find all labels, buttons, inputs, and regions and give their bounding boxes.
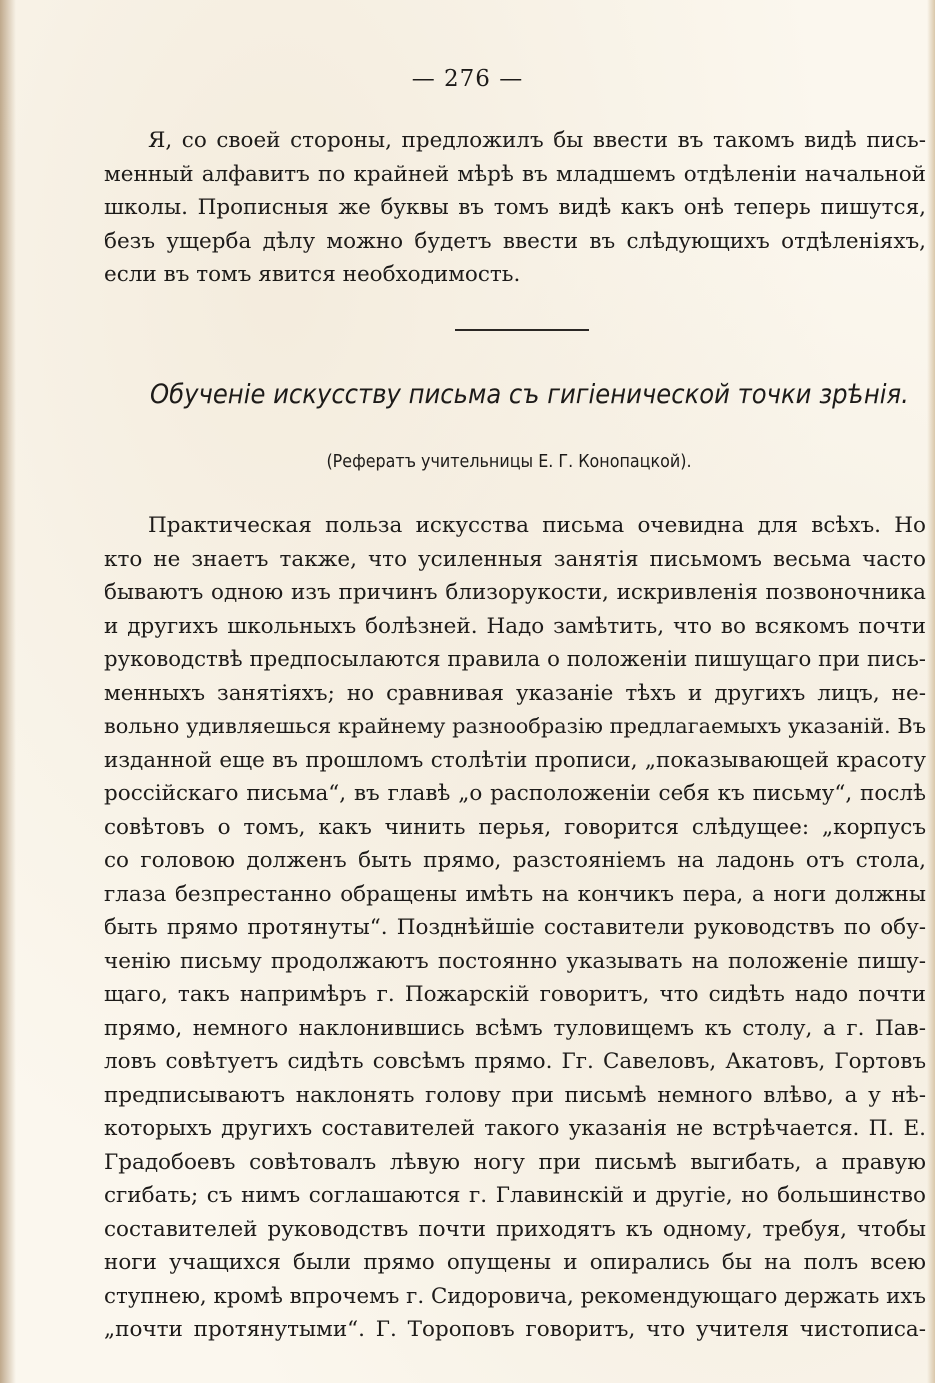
text-line: россійскаго письма“, въ главѣ „о расположеніи себя къ письму“, послѣ [104, 781, 926, 806]
text-line: Практическая польза искусства письма очевидна для всѣхъ. Но [148, 513, 926, 538]
text-line: вольно удивляешься крайнему разнообразію предлагаемыхъ указаній. Въ [104, 714, 926, 738]
text-line: ловъ совѣтуетъ сидѣть совсѣмъ прямо. Гг. Савеловъ, Акатовъ, Гортовъ [104, 1049, 926, 1074]
text-line: Градобоевъ совѣтовалъ лѣвую ногу при письмѣ выгибать, а правую [104, 1149, 926, 1175]
text-line: ченію письму продолжаютъ постоянно указывать на положеніе пишу- [104, 948, 926, 974]
text-line: менныхъ занятіяхъ; но сравнивая указаніе тѣхъ и другихъ лицъ, не- [104, 680, 926, 706]
text-line: прямо, немного наклонившись всѣмъ туловищемъ къ столу, а г. Пав- [104, 1015, 926, 1041]
text-line: менный алфавитъ по крайней мѣрѣ въ младшемъ отдѣленіи начальной [104, 161, 926, 187]
text-line: щаго, такъ напримѣръ г. Пожарскій говоритъ, что сидѣть надо почти [104, 982, 926, 1007]
text-line: „почти протянутыми“. Г. Тороповъ говоритъ, что учителя чистописа- [104, 1317, 926, 1342]
text-line: изданной еще въ прошломъ столѣтіи прописи, „показывающей красоту [104, 747, 926, 773]
text-line: бываютъ одною изъ причинъ близорукости, искривленія позвоночника [104, 580, 926, 605]
text-line: ноги учащихся были прямо опущены и опирались бы на полъ всею [104, 1250, 926, 1275]
text-line: которыхъ другихъ составителей такого указанія не встрѣчается. П. Е. [104, 1116, 926, 1141]
section-subtitle: (Рефератъ учительницы Е. Г. Конопацкой). [326, 452, 692, 472]
text-line: составителей руководствъ почти приходятъ къ одному, требуя, чтобы [104, 1216, 926, 1242]
text-line: если въ томъ явится необходимость. [104, 262, 521, 287]
text-line: сгибать; съ нимъ соглашаются г. Главинскій и другіе, но большинство [104, 1183, 926, 1208]
body-paragraph [104, 509, 926, 1347]
text-line: ступнею, кромѣ впрочемъ г. Сидоровича, рекомендующаго держать ихъ [104, 1283, 926, 1309]
text-line: глаза безпрестанно обращены имѣть на кончикъ пера, а ноги должны [104, 881, 926, 907]
text-line: руководствѣ предпосылаются правила о положеніи пишущаго при пись- [104, 647, 926, 672]
section-divider [455, 329, 589, 331]
text-line: со головою долженъ быть прямо, разстояніемъ на ладонь отъ стола, [104, 848, 926, 873]
text-line: и другихъ школьныхъ болѣзней. Надо замѣтить, что во всякомъ почти [104, 613, 926, 639]
page-right-edge-shadow [927, 0, 935, 1383]
text-line: Я, со своей стороны, предложилъ бы ввести въ такомъ видѣ пись- [148, 128, 926, 153]
section-title: Обученіе искусству письма съ гигіенической точки зрѣнія. [150, 379, 909, 410]
text-line: совѣтовъ о томъ, какъ чинить перья, говорится слѣдущее: „корпусъ [104, 814, 926, 840]
page-left-edge-shadow [0, 0, 16, 1383]
text-line: предписываютъ наклонять голову при письмѣ немного влѣво, а у нѣ- [104, 1082, 926, 1108]
text-line: школы. Прописныя же буквы въ томъ видѣ какъ онѣ теперь пишутся, [104, 195, 926, 220]
text-line: быть прямо протянуты“. Позднѣйшіе составители руководствъ по обу- [104, 915, 926, 940]
text-line: кто не знаетъ также, что усиленныя занятія письмомъ весьма часто [104, 546, 926, 572]
text-line: безъ ущерба дѣлу можно будетъ ввести въ слѣдующихъ отдѣленіяхъ, [104, 228, 926, 254]
intro-paragraph [104, 124, 926, 292]
page-number: — 276 — [411, 66, 524, 92]
